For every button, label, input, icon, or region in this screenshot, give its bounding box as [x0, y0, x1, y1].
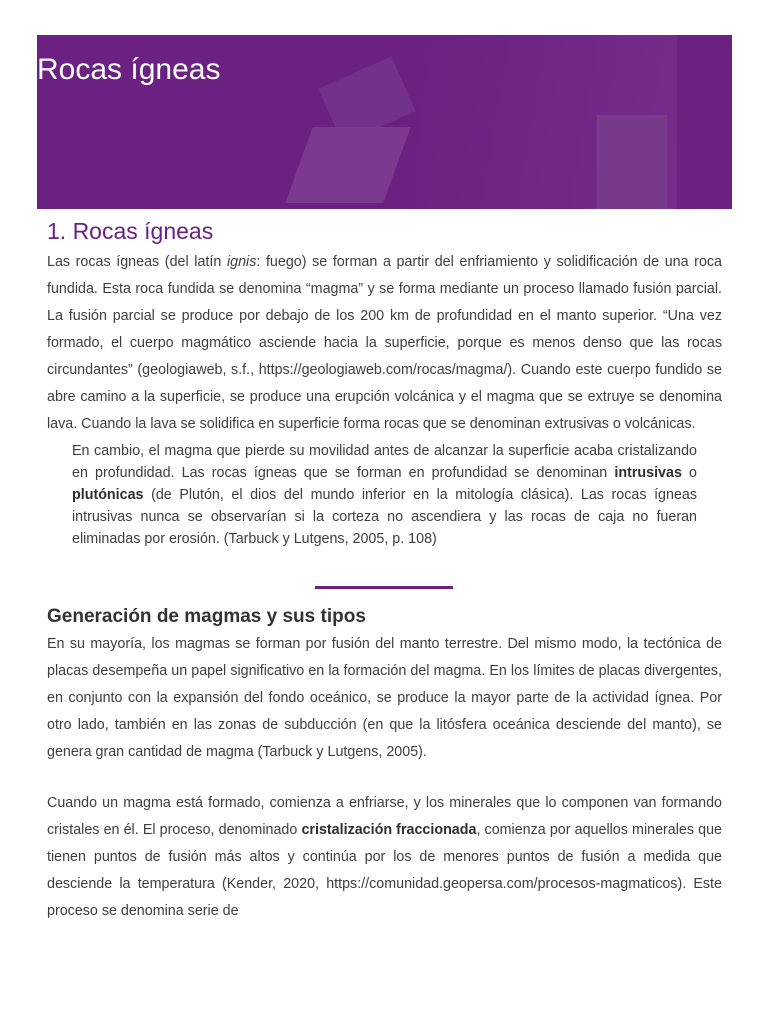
quote-text: En cambio, el magma que pierde su movilidad antes de alcanzar la superficie acaba cristalizando en profundidad. Las rocas ígneas que se forman en profundidad se denominan — [72, 443, 697, 481]
main-content — [47, 215, 722, 925]
emphasis-text: ignis — [226, 254, 257, 270]
bold-term: intrusivas — [614, 465, 682, 481]
section-heading: 1. Rocas ígneas — [47, 218, 214, 244]
bold-term: cristalización fraccionada — [301, 822, 477, 838]
paragraph — [47, 790, 722, 925]
bold-term: plutónicas — [72, 487, 144, 503]
quote-text: o — [681, 465, 697, 481]
paragraph-text: Las rocas ígneas (del latín — [47, 254, 227, 270]
paragraph — [47, 249, 722, 438]
quote-text: (de Plutón, el dios del mundo inferior en la mitología clásica). Las rocas ígneas intrusivas nunca se observarían si la corteza no ascendiera y las rocas de caja no fueran eliminadas por erosión. (Tarbuck y Lutgens, 2005, p. 108) — [72, 487, 697, 547]
header-banner — [37, 35, 732, 209]
banner-title: Rocas ígneas — [37, 53, 221, 86]
banner-background-shape — [285, 127, 411, 203]
subsection-heading: Generación de magmas y sus tipos — [47, 606, 366, 627]
paragraph: En su mayoría, los magmas se forman por fusión del manto terrestre. Del mismo modo, la tectónica de placas desempeña un papel significativo en la formación del magma. En los límites de placas divergentes, en conjunto con la expansión del fondo oceánico, se produce la mayor parte de la actividad ígnea. Por otro lado, también en las zonas de subducción (en que la litósfera oceánica desciende del manto), se genera gran cantidad de magma (Tarbuck y Lutgens, 2005). — [47, 636, 722, 760]
paragraph-text: : fuego) se forman a partir del enfriamiento y solidificación de una roca fundida. Esta roca fundida se denomina “magma” y se forma mediante un proceso llamado fusión parcial. La fusión parcial se produce por debajo de los 200 km de profundidad en el manto superior. “Una vez formado, el cuerpo magmático asciende hacia la superficie, porque es menos denso que las rocas circundantes” (geologiaweb, s.f., https://geologiaweb.com/rocas/magma/). Cuando este cuerpo fundido se abre camino a la superficie, se produce una erupción volcánica y el magma que se extruye se denomina lava. Cuando la lava se solidifica en superficie forma rocas que se denominan extrusivas o volcánicas. — [47, 254, 722, 432]
paragraph-text: Cuando un magma está formado, comienza a enfriarse, y los minerales que lo componen van formando cristales en él. El proceso, denominado — [47, 795, 722, 838]
paragraph-text: , comienza por aquellos minerales que tienen puntos de fusión más altos y continúa por los de menores puntos de fusión a medida que desciende la temperatura (Kender, 2020, https://comunidad.geopersa.com/procesos-magmaticos). Este proceso se denomina serie de — [47, 822, 722, 919]
block-quote — [72, 440, 697, 550]
section-divider — [315, 586, 453, 589]
banner-background-shape — [597, 115, 667, 209]
paragraph-gap — [47, 766, 722, 790]
